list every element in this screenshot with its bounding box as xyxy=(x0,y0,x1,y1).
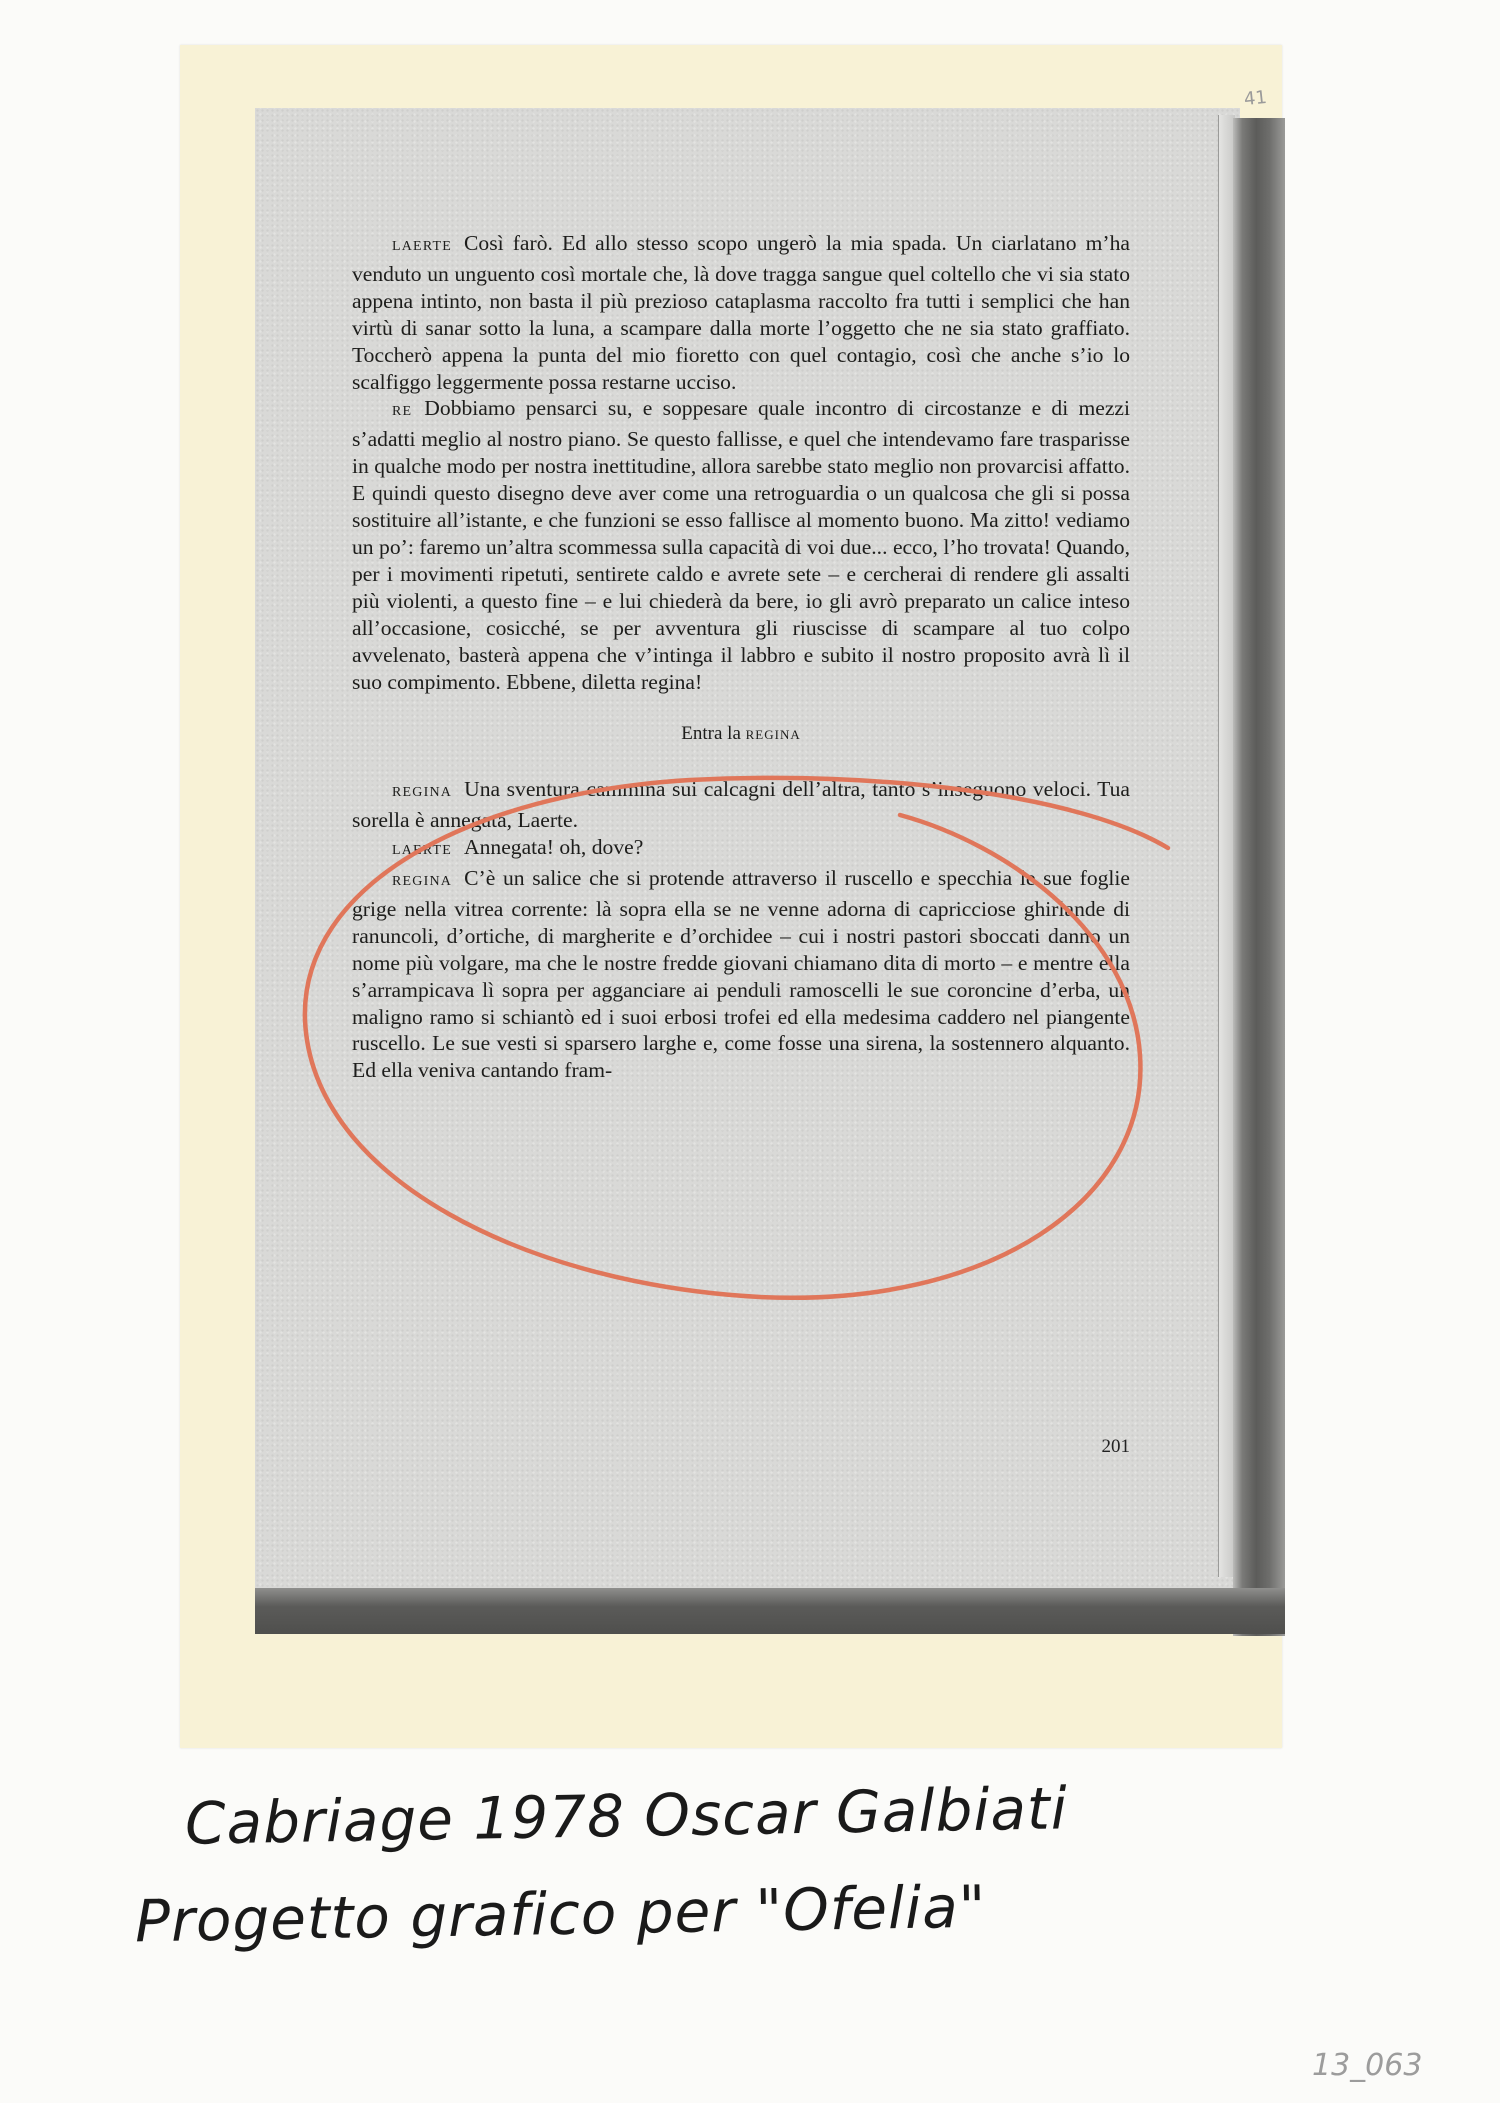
page-bottom-shadow xyxy=(255,1588,1285,1634)
stage-direction xyxy=(352,721,1130,749)
speaker-name: REGINA xyxy=(392,874,453,890)
book-text xyxy=(352,230,1130,1084)
paragraph-text: Dobbiamo pensarci su, e soppesare quale incontro di circostanze e di mezzi s’adatti meglio al nostro piano. Se questo fallisse, e quel che intendevamo fare trasparisse in qualche modo per nostra inettitudine, allora sarebbe stato meglio non provarcisi affatto. E quindi questo disegno deve aver come una retroguardia o un qualcosa che gli si possa sostituire all’istante, e che funzioni se esso fallisce al momento buono. Ma zitto! vediamo un po’: faremo un’altra scommessa sulla capacità di voi due... ecco, l’ho trovata! Quando, per i movimenti ripetuti, sentirete caldo e avrete sete – e cercherai di rendere gli assalti più violenti, a questo fine – e lui chiederà da bere, io gli avrò preparato un calice inteso all’occasione, cosicché, se per avventura gli riuscisse di scampare al tuo colpo avvelenato, basterà appena che v’intinga il labbro e subito il nostro proposito avrà lì il suo compimento. Ebbene, diletta regina! xyxy=(352,396,1130,694)
pencil-mark: 41 xyxy=(1242,86,1268,111)
paragraph-text: Annegata! oh, dove? xyxy=(464,835,644,860)
stage-direction-prefix: Entra la xyxy=(681,723,741,745)
paragraph-regina-2 xyxy=(352,865,1130,1084)
stage-direction-role: REGINA xyxy=(745,727,801,743)
speaker-name: LAERTE xyxy=(392,843,453,859)
paragraph-laerte-2 xyxy=(352,834,1130,865)
speaker-name: REGINA xyxy=(392,785,453,801)
archive-id: 13_063 xyxy=(1312,2048,1423,2083)
paragraph-laerte-1 xyxy=(352,230,1130,395)
handwritten-caption-line-1: Cabriage 1978 Oscar Galbiati xyxy=(184,1774,1069,1858)
speaker-name: RE xyxy=(392,404,413,420)
paragraph-text: Così farò. Ed allo stesso scopo ungerò la mia spada. Un ciarlatano m’ha venduto un unguento così mortale che, là dove tragga sangue quel coltello che vi sia stato appena intinto, non basta il più prezioso cataplasma raccolto fra tutti i semplici che han virtù di sanar sotto la luna, a scampare dalla morte l’oggetto che ne sia stato graffiato. Toccherò appena la punta del mio fioretto con quel contagio, così che anche s’io lo scalfiggo leggermente possa restarne ucciso. xyxy=(352,231,1130,394)
handwritten-caption-line-2: Progetto grafico per "Ofelia" xyxy=(134,1872,987,1956)
page-number: 201 xyxy=(1101,1436,1130,1457)
speaker-name: LAERTE xyxy=(392,239,453,254)
paragraph-text: C’è un salice che si protende attraverso il ruscello e specchia le sue foglie grige nella vitrea corrente: là sopra ella se ne venne adorna di capricciose ghirlande di ranuncoli, d’ortiche, di margherite e d’orchidee – cui i nostri pastori sboccati danno un nome più volgare, ma che le nostre fredde giovani chiamano dita di morto – e mentre ella s’arrampicava lì sopra per agganciare ai penduli ramoscelli le sue coroncine d’erba, un maligno ramo si schiantò ed i suoi erbosi trofei ed ella medesima caddero nel piangente ruscello. Le sue vesti si sparsero larghe e, come fosse una sirena, la sostennero alquanto. Ed ella veniva cantando fram- xyxy=(352,866,1130,1083)
paragraph-text: Una sventura cammina sui calcagni dell’altra, tanto s’inseguono veloci. Tua sorella è annegata, Laerte. xyxy=(352,777,1130,833)
book-spine-shadow xyxy=(1233,118,1285,1636)
paragraph-regina-1 xyxy=(352,776,1130,834)
paragraph-re xyxy=(352,395,1130,695)
